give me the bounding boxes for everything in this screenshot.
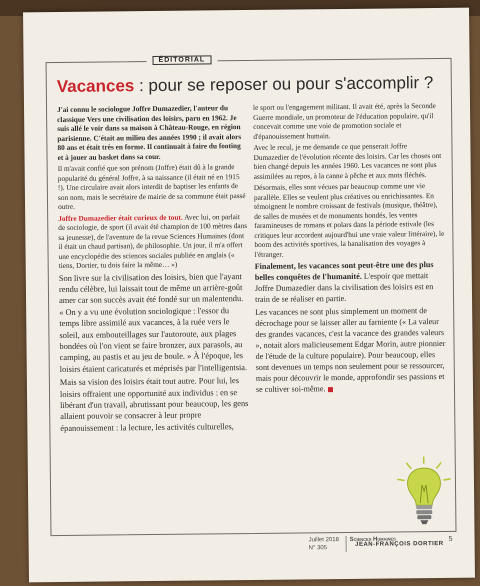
paragraph: Mais sa vision des loisirs était tout autre. Pour lui, les loisirs offraient une opportunité aux individus : en se libérant d'un travail, abrutissant pour beaucoup, les gens allaient pouvoir se consacrer à leur propre épanouissement : la lecture, les activités culturelles,: [59, 376, 249, 433]
paragraph: Avec le recul, je me demande ce que penserait Joffre Dumazedier de l'évolution récente des loisirs. Car les choses ont bien changé depuis les années 1960. Les vacances ne sont plus assimilées au repos, à la canne à pêche et aux mots fléchés.: [253, 141, 442, 181]
paragraph: Désormais, elles sont vécues par beaucoup comme une vie parallèle. Elles se veulent plus créatives ou enrichissantes. En témoignent le nombre croissant de festivals (musique, théâtre), de salles de musées et de monuments bondés, les ventes faramineuses de romans et polars dans la période estivale (les critiques leur accordent aujourd'hui une vraie valeur littéraire), le boom des activités sportives, la banalisation des voyages à l'étranger.: [253, 181, 445, 259]
column-left: [57, 103, 250, 436]
magazine-name: Sciences Humaines: [349, 536, 396, 543]
section-label-text: ÉDITORIAL: [152, 55, 211, 65]
headline-keyword: Vacances: [56, 76, 135, 97]
headline: [57, 73, 447, 97]
column-right: [253, 101, 446, 397]
light-bulb-icon: [395, 455, 454, 530]
page-number: 5: [448, 535, 453, 543]
paragraph-curious: [58, 212, 249, 271]
author-signature: JEAN-FRANÇOIS DORTIER: [355, 540, 444, 548]
paragraph-conclusion: [255, 259, 445, 305]
footer-divider: [346, 536, 347, 552]
paragraph: Il m'avait confié que son prénom (Joffre) était dû à la grande popularité du général Joffre, à sa naissance (il était né en 1915 !). Une circulaire avait alors interdit de baptiser les enfants de son nom, mais le secrétaire de mairie de sa commune était passé outre.: [57, 162, 246, 211]
paragraph: le sport ou l'engagement militant. Il avait été, après la Seconde Guerre mondiale, un promoteur de l'éducation populaire, qu'il concevait comme une voie de promotion sociale et d'épanouissement humain.: [252, 101, 436, 141]
paragraph-lead: Finalement, les vacances sont peut-être une des plus belles conquêtes de l'humanité.: [254, 260, 434, 282]
paragraph-body: Les vacances ne sont plus simplement un moment de décrochage pour se laisser aller au farniente (« La valeur des grandes vacances, c'est la vacance des grandes valeurs », notait alors malicieusement Edgar Morin, autre pionnier de l'étude de la culture populaire). Pour beaucoup, elles sont devenues un temps non seulement pour se ressourcer, mais pour découvrir le monde, approfondir ses passions et se cultiver soi-même.: [255, 306, 446, 394]
paragraph-body: Avec lui, on parlait de sociologie, de sport (il avait été champion de 100 mètres dans sa jeunesse), de l'aventure de la revue Sciences Humaines (dont il était un chaud partisan), de philosophie. Un jour, il m'a offert une encyclopédie des sciences sociales publiée en anglais (« tiens, Dortier, tu dois faire la même… »): [58, 211, 248, 270]
magazine-page: [23, 8, 475, 583]
paragraph-lead: Joffre Dumazedier était curieux de tout.: [58, 212, 183, 223]
section-label: [146, 54, 217, 66]
end-mark-icon: [328, 387, 333, 392]
paragraph-body: L'espoir que mettait Joffre Dumazedier dans la civilisation des loisirs est en train de se réaliser en partie.: [254, 271, 434, 304]
issue-date: Juillet 2018: [308, 537, 339, 544]
paragraph: Son livre sur la civilisation des loisirs, bien que l'ayant rendu célèbre, lui laissait tout de même un arrière-goût amer car son succès avait été fondé sur un malentendu. « On y a vu une évolution sociologique : l'essor du temps libre assimilé aux vacances, à la ruée vers le soleil, aux embouteillages sur l'autoroute, aux plages bondées où l'on vient se faire bronzer, aux parasols, au camping, au pastis et au jeu de boule. » À l'époque, les loisirs étaient caricaturés et méprisés par l'intelligentsia.: [58, 271, 248, 374]
paragraph-intro: J'ai connu le sociologue Joffre Dumazedier, l'auteur du classique Vers une civilisation des loisirs, paru en 1962. Je suis allé le voir dans sa maison à Château-Rouge, en région parisienne. C'était au milieu des années 1990 ; il avait alors 80 ans et était très en forme. Il continuait à faire du footing et à jouer au basket dans sa cour.: [56, 103, 242, 162]
issue-number: N° 305: [308, 545, 328, 552]
paragraph-final: [255, 305, 446, 395]
headline-rest: : pour se reposer ou pour s'accomplir ?: [134, 73, 434, 96]
